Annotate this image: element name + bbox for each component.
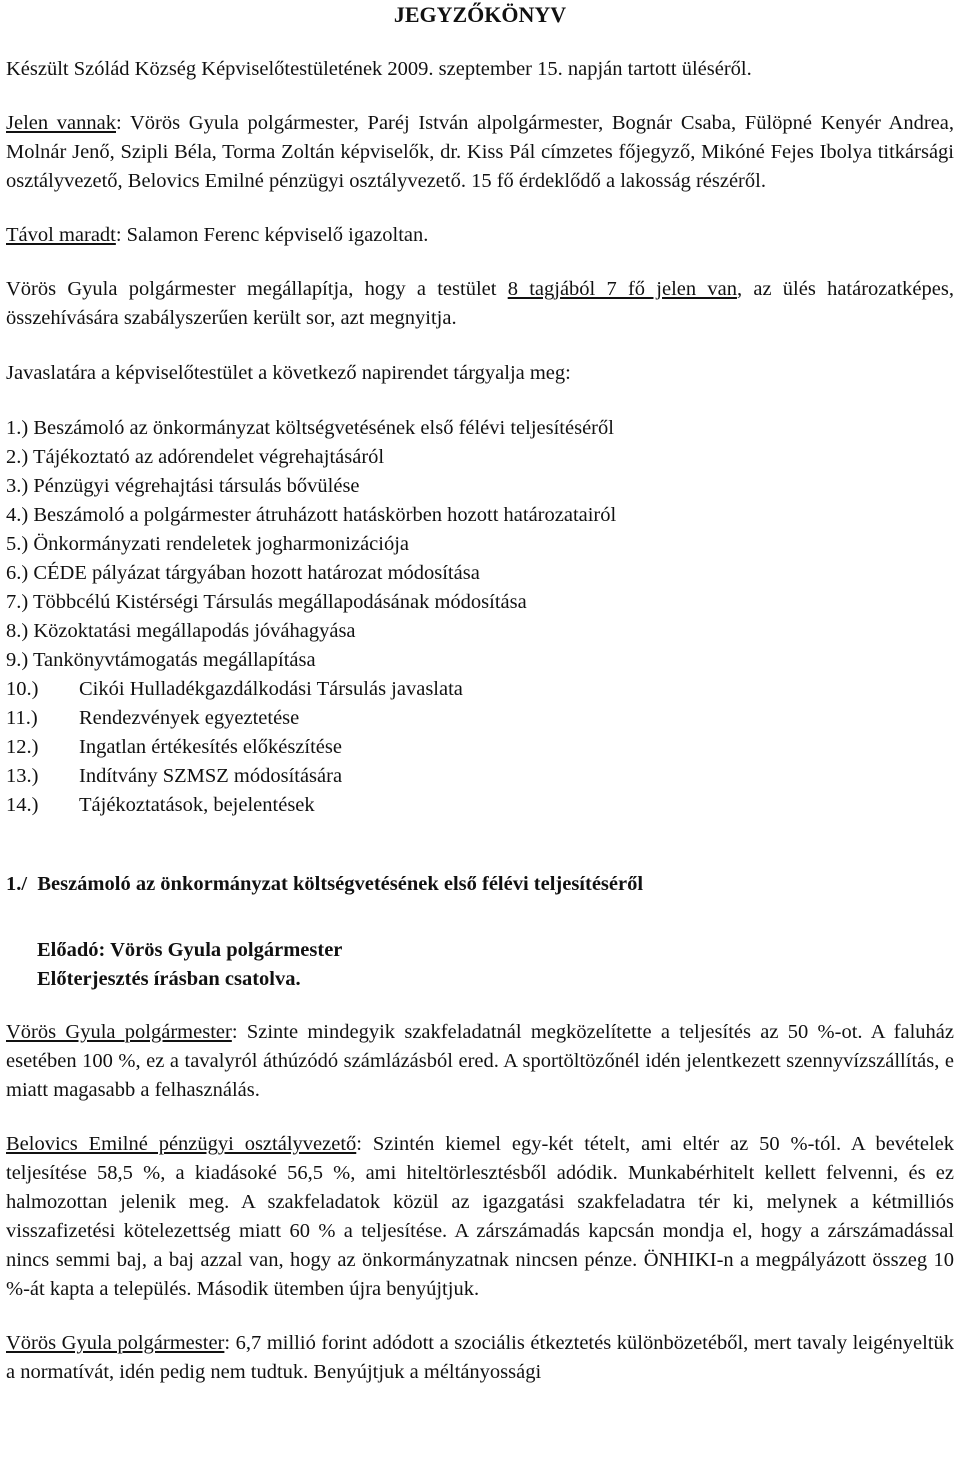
agenda-item xyxy=(6,414,954,443)
statement-paragraph xyxy=(6,1018,954,1105)
agenda-item-text: Tankönyvtámogatás megállapítása xyxy=(32,649,316,671)
statement-speaker: Belovics Emilné pénzügyi osztályvezető xyxy=(6,1133,357,1155)
section-1-presenter-block xyxy=(6,936,954,994)
section-1-title: 1./ Beszámoló az önkormányzat költségvetésének első félévi teljesítéséről xyxy=(6,873,644,895)
agenda-item-number: 6.) xyxy=(6,562,29,584)
quorum-paragraph xyxy=(6,275,954,333)
present-label: Jelen vannak xyxy=(6,112,116,134)
statement-speaker: Vörös Gyula polgármester xyxy=(6,1021,232,1043)
agenda-item-text: Indítvány SZMSZ módosítására xyxy=(79,765,343,787)
statement-paragraph xyxy=(6,1329,954,1387)
agenda-item-text: Pénzügyi végrehajtási társulás bővülése xyxy=(33,475,360,497)
agenda-item-number: 7.) xyxy=(6,591,29,613)
statement-paragraph xyxy=(6,1130,954,1304)
agenda-item-number: 4.) xyxy=(6,504,29,526)
agenda-item xyxy=(6,501,954,530)
document-title: JEGYZŐKÖNYV xyxy=(393,2,567,27)
agenda-item-number: 5.) xyxy=(6,533,29,555)
agenda-item xyxy=(6,704,954,733)
agenda-item-text: Közoktatási megállapodás jóváhagyása xyxy=(33,620,356,642)
agenda-item-text: Beszámoló a polgármester átruházott hatáskörben hozott határozatairól xyxy=(33,504,617,526)
agenda-item xyxy=(6,617,954,646)
absent-text: : Salamon Ferenc képviselő igazoltan. xyxy=(115,224,429,246)
agenda-item xyxy=(6,675,954,704)
agenda-item-text: CÉDE pályázat tárgyában hozott határozat módosítása xyxy=(33,562,480,584)
agenda-item-number: 9.) xyxy=(6,649,29,671)
agenda-item-text: Ingatlan értékesítés előkészítése xyxy=(79,736,342,758)
agenda-list xyxy=(6,414,954,820)
agenda-item-number: 10.) xyxy=(6,678,39,700)
quorum-after: , az ülés határozatképes, összehívására szabályszerűen került sor, azt megnyitja. xyxy=(6,278,954,329)
agenda-item-number: 11.) xyxy=(6,707,38,729)
present-text: : Vörös Gyula polgármester, Paréj István alpolgármester, Bognár Csaba, Fülöpné Kenyér Andrea, Molnár Jenő, Szipli Béla, Torma Zoltán képviselők, dr. Kiss Pál címzetes főjegyző, Mikóné Fejes Ibolya titkársági osztályvezető, Belovics Emilné pénzügyi osztályvezető. 15 fő érdeklődő a lakosság részéről. xyxy=(6,112,954,192)
statement-text: : Szinte mindegyik szakfeladatnál megközelítette a teljesítés az 50 %-ot. A faluház esetében 100 %, ez a tavalyról áthúzódó számlázásból ered. A sportöltözőnél idén jelentkezett szennyvízszállítás, e miatt magasabb a felhasználás. xyxy=(6,1021,954,1101)
agenda-item-text: Tájékoztató az adórendelet végrehajtásáról xyxy=(32,446,385,468)
agenda-item xyxy=(6,791,954,820)
agenda-item-number: 8.) xyxy=(6,620,29,642)
agenda-item-text: Beszámoló az önkormányzat költségvetésének első félévi teljesítéséről xyxy=(33,417,614,439)
agenda-item xyxy=(6,443,954,472)
statement-text: : 6,7 millió forint adódott a szociális étkeztetés különbözetéből, mert tavaly leigényeltük a normatívát, idén pedig nem tudtuk. Benyújtjuk a méltányossági xyxy=(6,1332,954,1383)
agenda-item-text: Önkormányzati rendeletek jogharmonizációja xyxy=(33,533,410,555)
statement-speaker: Vörös Gyula polgármester xyxy=(6,1332,225,1354)
agenda-item-text: Cikói Hulladékgazdálkodási Társulás javaslata xyxy=(79,678,463,700)
agenda-intro: Javaslatára a képviselőtestület a következő napirendet tárgyalja meg: xyxy=(6,362,571,384)
agenda-item-text: Többcélú Kistérségi Társulás megállapodásának módosítása xyxy=(32,591,527,613)
agenda-item xyxy=(6,733,954,762)
absent-label: Távol maradt xyxy=(6,224,116,246)
agenda-item-number: 13.) xyxy=(6,765,39,787)
document-page xyxy=(6,0,954,1387)
section-1-presenter: Előadó: Vörös Gyula polgármester xyxy=(37,939,343,961)
agenda-item xyxy=(6,762,954,791)
absent-paragraph xyxy=(6,221,954,250)
agenda-item-text: Rendezvények egyeztetése xyxy=(79,707,300,729)
quorum-underlined: 8 tagjából 7 fő jelen van xyxy=(507,278,737,300)
agenda-item xyxy=(6,530,954,559)
agenda-item xyxy=(6,559,954,588)
statement-text: : Szintén kiemel egy-két tételt, ami eltér az 50 %-tól. A bevételek teljesítése 58,5 %, a kiadásoké 56,5 %, ami hiteltörlesztésből adódik. Munkabérhitelt kellett felvenni, és ez halmozottan jelenik meg. A szakfeladatok közül az igazgatási szakfeladatra tér ki, melynek a kétmilliós visszafizetési kötelezettség miatt 60 % a teljesítése. A zárszámadás kapcsán mondja el, hogy a zárszámadással nincs semmi baj, a baj azzal van, hogy az önkormányzatnak nincsen pénze. ÖNHIKI-n a megpályázott összeg 10 %-át kapta a település. Második ütemben újra benyújtjuk. xyxy=(6,1133,954,1300)
agenda-item xyxy=(6,472,954,501)
agenda-item-number: 1.) xyxy=(6,417,29,439)
present-paragraph xyxy=(6,109,954,196)
section-1-attachment: Előterjesztés írásban csatolva. xyxy=(37,968,301,990)
agenda-item-number: 14.) xyxy=(6,794,39,816)
agenda-item-text: Tájékoztatások, bejelentések xyxy=(79,794,315,816)
agenda-item-number: 2.) xyxy=(6,446,29,468)
agenda-item-number: 3.) xyxy=(6,475,29,497)
agenda-item xyxy=(6,646,954,675)
agenda-item xyxy=(6,588,954,617)
intro-paragraph: Készült Szólád Község Képviselőtestületének 2009. szeptember 15. napján tartott üléséről. xyxy=(6,58,752,80)
agenda-item-number: 12.) xyxy=(6,736,39,758)
quorum-before: Vörös Gyula polgármester megállapítja, hogy a testület xyxy=(6,278,508,300)
